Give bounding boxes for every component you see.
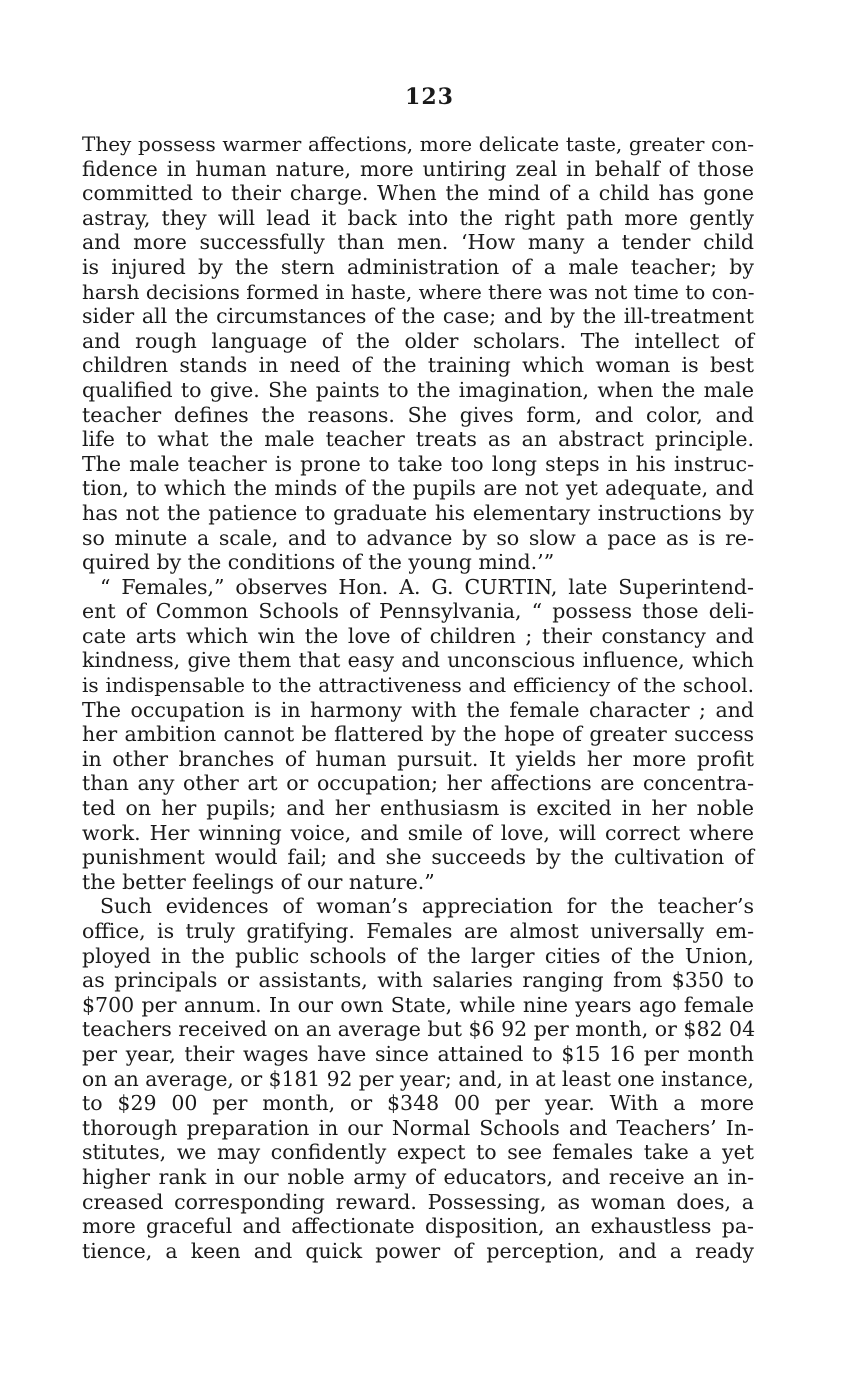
text-line: has not the patience to graduate his elementary instructions by [82,500,754,525]
text-line: $700 per annum. In our own State, while nine years ago female [82,992,754,1017]
text-line: creased corresponding reward. Possessing, as woman does, a [82,1189,754,1214]
text-line: ent of Common Schools of Pennsylvania, “ possess those deli- [82,599,754,624]
text-line: ted on her pupils; and her enthusiasm is excited in her noble [82,796,754,821]
text-line: quired by the conditions of the young mind.’” [82,550,555,575]
text-line: sider all the circumstances of the case; and by the ill-treatment [82,304,754,329]
text-line: more graceful and affectionate disposition, an exhaustless pa- [82,1214,754,1239]
text-line: committed to their charge. When the mind of a child has gone [82,181,754,206]
text-line: is indispensable to the attractiveness and efficiency of the school. [82,673,754,698]
text-line: cate arts which win the love of children ; their constancy and [82,623,754,648]
text-line: stitutes, we may confidently expect to see females take a yet [82,1140,754,1165]
text-line: harsh decisions formed in haste, where there was not time to con- [82,279,755,304]
text-line: thorough preparation in our Normal Schools and Teachers’ In- [82,1115,754,1140]
text-line: higher rank in our noble army of educators, and receive an in- [82,1164,754,1189]
text-line: kindness, give them that easy and unconscious influence, which [82,648,754,673]
text-line: punishment would fail; and she succeeds by the cultivation of [82,845,754,870]
text-line: astray, they will lead it back into the right path more gently [82,205,754,230]
text-line: They possess warmer affections, more delicate taste, greater con- [82,132,754,156]
text-line: per year, their wages have since attained to $15 16 per month [82,1041,754,1066]
text-line: than any other art or occupation; her affections are concentra- [82,771,754,796]
text-line: qualified to give. She paints to the imagination, when the male [82,377,754,402]
text-line: tience, a keen and quick power of perception, and a ready [82,1238,754,1263]
text-line: teachers received on an average but $6 92 per month, or $82 04 [82,1017,756,1042]
text-line: tion, to which the minds of the pupils are not yet adequate, and [82,476,754,501]
page-number: 123 [405,84,454,110]
text-line: so minute a scale, and to advance by so slow a pace as is re- [82,525,754,550]
text-line: her ambition cannot be flattered by the hope of greater success [82,722,754,747]
text-line: Such evidences of woman’s appreciation for the teacher’s [100,894,754,919]
text-line: as principals or assistants, with salaries ranging from $350 to [82,968,754,993]
text-line: the better feelings of our nature.” [82,869,435,894]
text-line: in other branches of human pursuit. It yields her more profit [82,746,754,771]
text-line: ployed in the public schools of the larger cities of the Union, [82,943,754,968]
text-line: and more successfully than men. ‘How many a tender child [82,230,754,255]
text-line: work. Her winning voice, and smile of love, will correct where [82,820,754,845]
body-text [82,132,754,1263]
text-line: The occupation is in harmony with the female character ; and [82,697,754,722]
text-line: on an average, or $181 92 per year; and, in at least one instance, [82,1066,754,1091]
text-line: life to what the male teacher treats as an abstract principle. [82,427,754,452]
text-line: office, is truly gratifying. Females are almost universally em- [82,919,754,943]
text-line: to $29 00 per month, or $348 00 per year. With a more [82,1091,754,1116]
text-line: and rough language of the older scholars. The intellect of [82,328,754,353]
text-line: fidence in human nature, more untiring zeal in behalf of those [82,156,754,181]
text-line: children stands in need of the training which woman is best [82,353,754,378]
text-line: is injured by the stern administration of a male teacher; by [82,254,754,279]
text-line: teacher defines the reasons. She gives form, and color, and [82,402,754,427]
text-line: “ Females,” observes Hon. A. G. CURTIN, late Superintend- [100,574,754,599]
text-line: The male teacher is prone to take too long steps in his instruc- [82,451,754,476]
